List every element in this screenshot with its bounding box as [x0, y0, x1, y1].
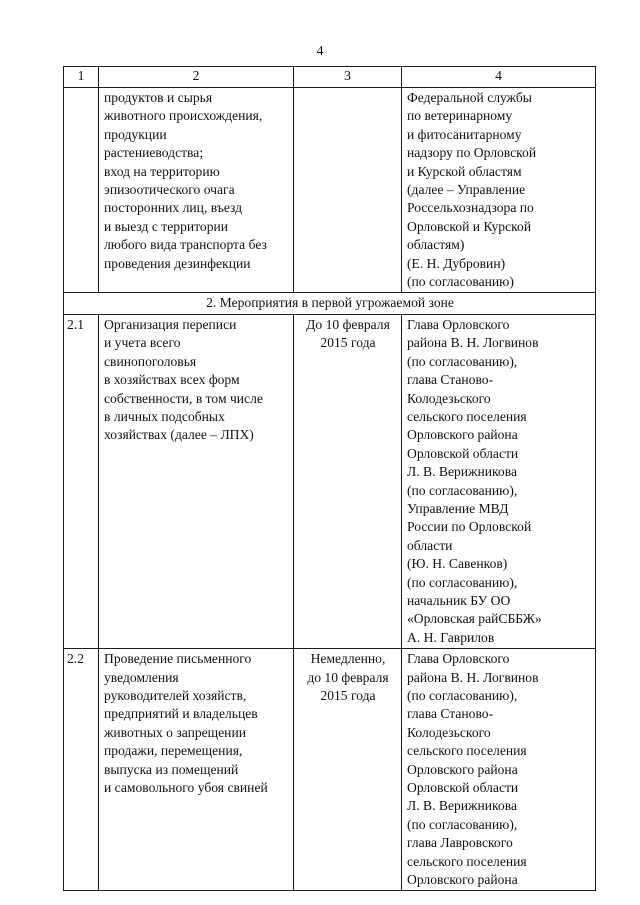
page-number: 4 — [316, 44, 324, 59]
measure-line: проведения дезинфекции — [104, 255, 251, 271]
row-number: 2.2 — [64, 649, 99, 891]
measure-line: Организация переписи — [104, 316, 237, 332]
responsible-line: (Ю. Н. Савенков) — [407, 556, 508, 572]
responsible-line: начальник БУ ОО — [407, 592, 511, 608]
measure-line: посторонних лиц, въезд — [104, 200, 243, 216]
responsible-line: (далее – Управление — [407, 182, 526, 198]
measure-line: уведомления — [104, 669, 179, 685]
responsible-line: Орловской области — [407, 445, 519, 461]
table-row — [64, 649, 596, 891]
responsible-line: Л. В. Верижникова — [407, 464, 517, 480]
responsible-line: Глава Орловского — [407, 651, 510, 667]
measure-line: продукции — [104, 126, 167, 142]
term-line: до 10 февраля — [307, 669, 389, 685]
responsible-line: областям) — [407, 237, 465, 253]
term-cell — [294, 649, 402, 891]
responsible-line: Л. В. Верижникова — [407, 798, 517, 814]
measure-line: выпуска из помещений — [104, 761, 239, 777]
responsible-line: по ветеринарному — [407, 108, 513, 124]
measure-line: хозяйствах (далее – ЛПХ) — [104, 427, 254, 443]
section-title: 2. Мероприятия в первой угрожаемой зоне — [64, 293, 596, 314]
responsible-line: Орловского района — [407, 761, 518, 777]
measure-line: и самовольного убоя свиней — [104, 780, 268, 796]
measure-line: свинопоголовья — [104, 353, 197, 369]
responsible-line: области — [407, 537, 453, 553]
responsible-line: Управление МВД — [407, 500, 509, 516]
term-cell — [294, 314, 402, 648]
responsible-line: глава Станово- — [407, 372, 494, 388]
measure-line: любого вида транспорта без — [104, 237, 267, 253]
term-line: До 10 февраля — [306, 316, 390, 332]
measure-line: предприятий и владельцев — [104, 706, 258, 722]
measure-cell — [99, 649, 294, 891]
measure-line: эпизоотического очага — [104, 182, 235, 198]
continuation-row — [64, 88, 596, 293]
measure-line: продуктов и сырья — [104, 90, 213, 105]
responsible-line: (по согласованию), — [407, 482, 518, 498]
measure-line: животного происхождения, — [104, 108, 263, 124]
term-line: Немедленно, — [310, 651, 386, 667]
row-number: 2.1 — [64, 314, 99, 648]
measure-line: и учета всего — [104, 335, 181, 351]
responsible-line: России по Орловской — [407, 519, 532, 535]
responsible-cell — [402, 314, 596, 648]
responsible-line: (по согласованию), — [407, 816, 518, 832]
measure-line: Проведение письменного — [104, 651, 252, 667]
responsible-line: сельского поселения — [407, 853, 527, 869]
responsible-line: Орловской и Курской — [407, 218, 532, 234]
responsible-line: глава Станово- — [407, 706, 494, 722]
responsible-line: Колодезьского — [407, 390, 491, 406]
measure-line: продажи, перемещения, — [104, 743, 243, 759]
responsible-line: (по согласованию), — [407, 688, 518, 703]
measure-line: руководителей хозяйств, — [104, 688, 247, 703]
responsible-line: надзору по Орловской — [407, 145, 537, 161]
table-row — [64, 314, 596, 648]
responsible-line: «Орловская райСББЖ» — [407, 611, 542, 627]
responsible-line: района В. Н. Логвинов — [407, 335, 539, 351]
term-line: 2015 года — [320, 688, 376, 703]
responsible-line: А. Н. Гаврилов — [407, 629, 495, 645]
header-cell-1: 1 — [64, 67, 99, 88]
measure-line: вход на территорию — [104, 163, 220, 179]
measure-line: растениеводства; — [104, 145, 204, 161]
responsible-line: (Е. Н. Дубровин) — [407, 255, 506, 271]
measure-line: собственности, в том числе — [104, 390, 263, 406]
responsible-line: Орловской области — [407, 780, 519, 796]
continuation-measure-cell — [99, 88, 294, 293]
header-cell-2: 2 — [99, 67, 294, 88]
term-line: 2015 года — [320, 335, 376, 351]
measure-line: в личных подсобных — [104, 408, 225, 424]
measure-cell — [99, 314, 294, 648]
responsible-line: Орловского района — [407, 872, 518, 888]
responsible-line: Россельхознадзора по — [407, 200, 534, 216]
responsible-line: (по согласованию) — [407, 274, 514, 290]
header-cell-4: 4 — [402, 67, 596, 88]
measure-line: животных о запрещении — [104, 724, 247, 740]
measure-line: в хозяйствах всех форм — [104, 372, 240, 388]
table-header-row — [64, 67, 596, 88]
responsible-line: (по согласованию), — [407, 574, 518, 590]
responsible-line: сельского поселения — [407, 743, 527, 759]
continuation-num-cell — [64, 88, 99, 293]
header-cell-3: 3 — [294, 67, 402, 88]
section-row — [64, 293, 596, 314]
responsible-line: и Курской областям — [407, 163, 522, 179]
responsible-line: Федеральной службы — [407, 90, 532, 105]
responsible-line: Глава Орловского — [407, 316, 510, 332]
responsible-line: Орловского района — [407, 427, 518, 443]
responsible-line: района В. Н. Логвинов — [407, 669, 539, 685]
measures-table — [63, 66, 596, 891]
measure-line: и выезд с территории — [104, 218, 229, 234]
responsible-line: сельского поселения — [407, 408, 527, 424]
responsible-line: Колодезьского — [407, 724, 491, 740]
responsible-cell — [402, 649, 596, 891]
responsible-line: и фитосанитарному — [407, 126, 522, 142]
responsible-line: глава Лавровского — [407, 835, 513, 851]
responsible-line: (по согласованию), — [407, 353, 518, 369]
continuation-term-cell — [294, 88, 402, 293]
continuation-responsible-cell — [402, 88, 596, 293]
